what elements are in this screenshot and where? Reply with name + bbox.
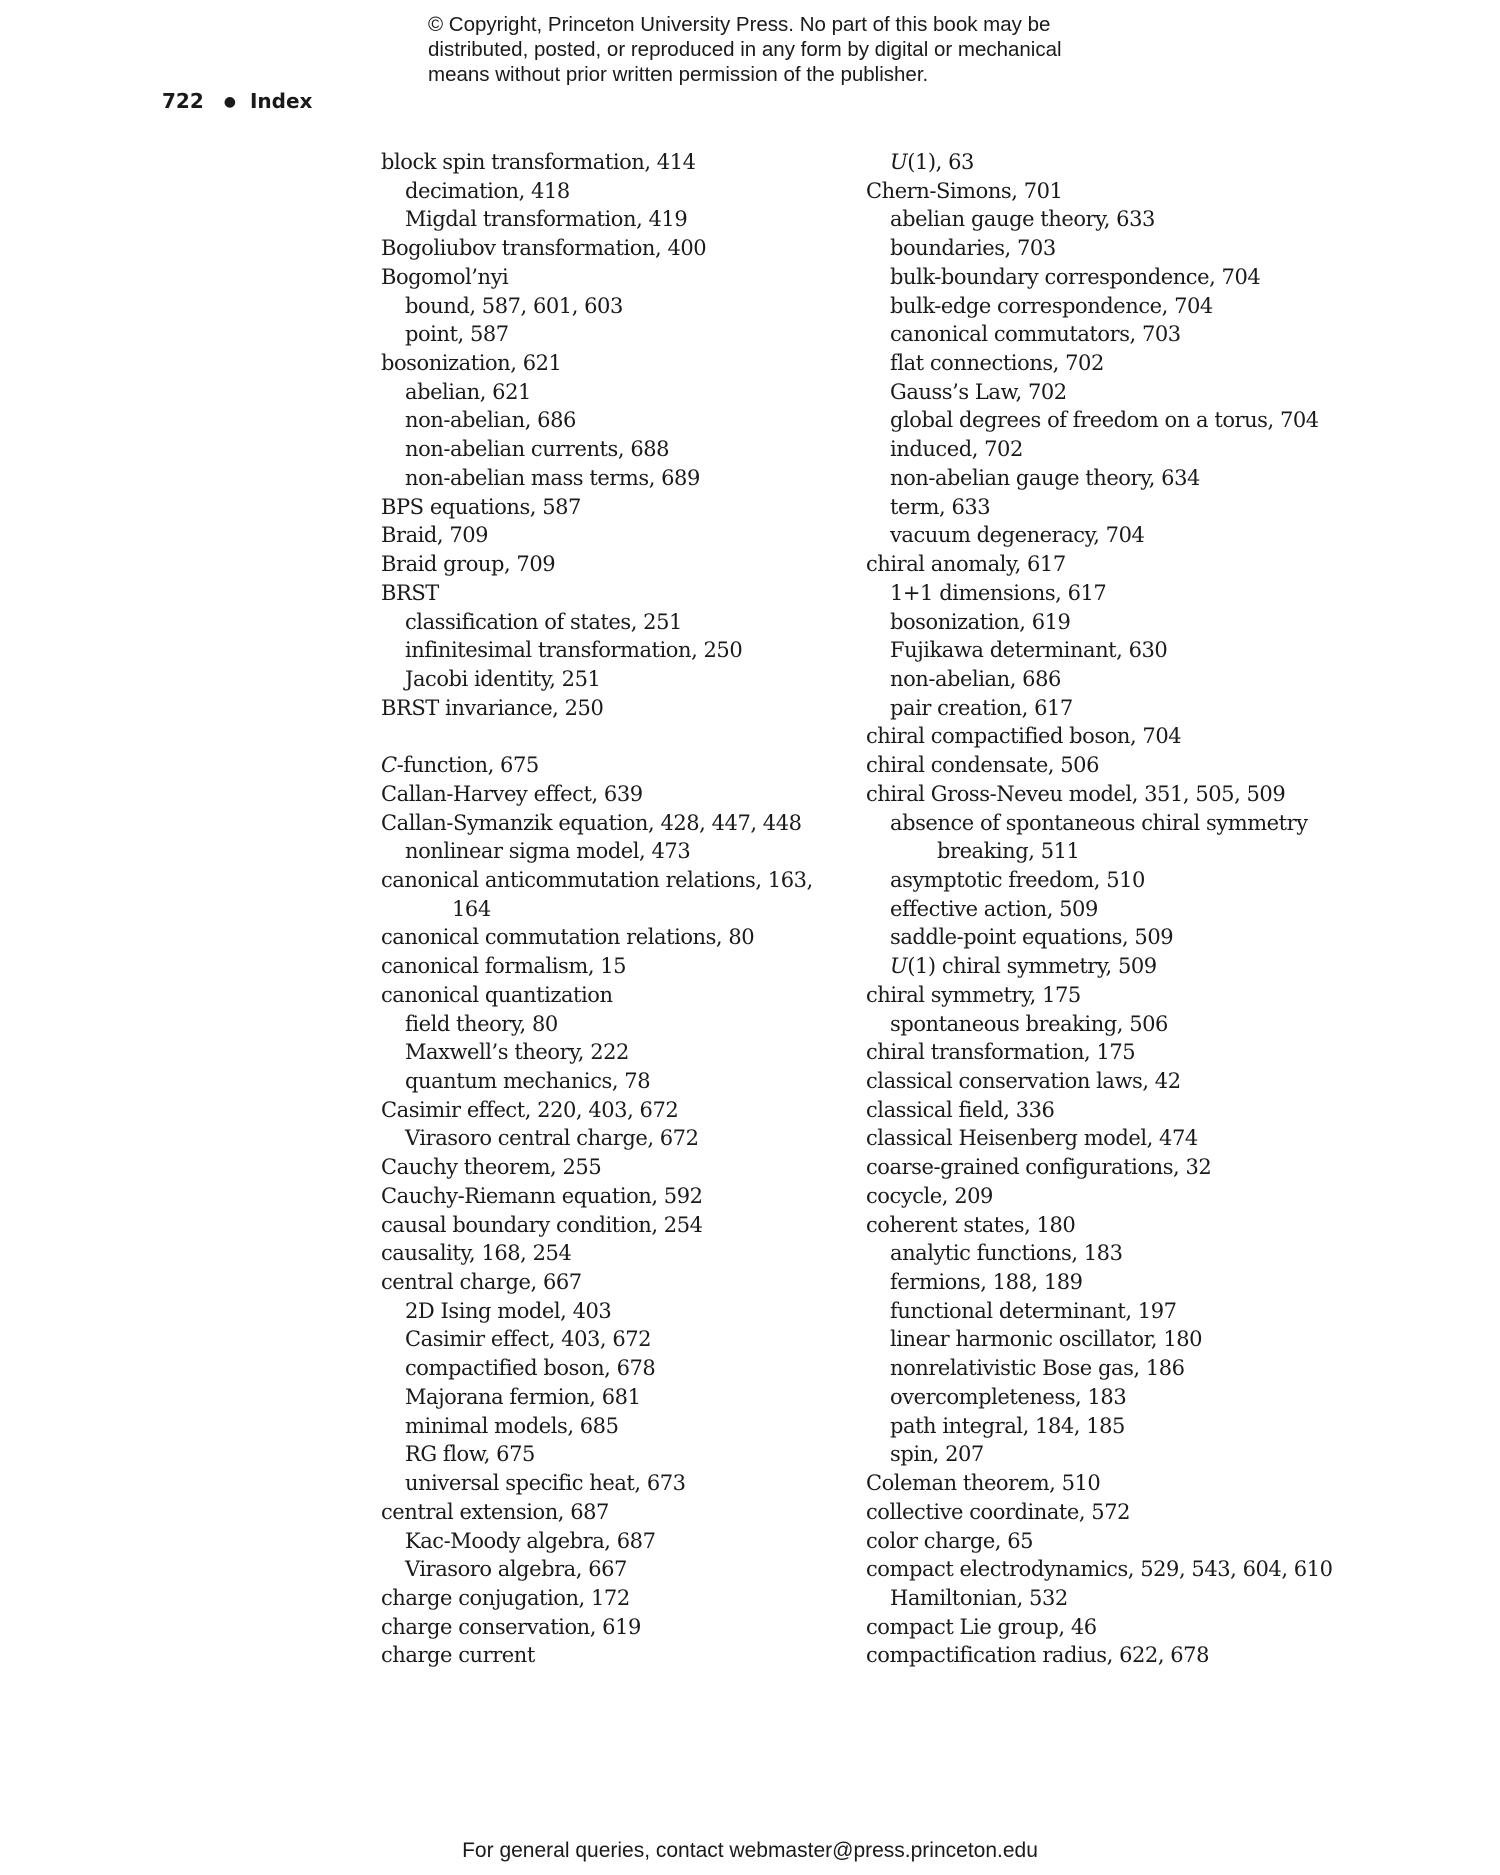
index-entry: Cauchy-Riemann equation, 592 [381,1183,703,1208]
copyright-line: © Copyright, Princeton University Press. No part of this book may be [428,13,1051,36]
page-number: 722 [162,89,204,113]
index-entry: central charge, 667 [381,1270,582,1295]
index-entry: compactification radius, 622, 678 [866,1643,1210,1668]
index-subentry: vacuum degeneracy, 704 [890,523,1145,548]
index-entry: Cauchy theorem, 255 [381,1155,602,1180]
index-subentry: Migdal transformation, 419 [405,207,688,232]
index-subentry: classification of states, 251 [405,609,682,634]
index-subentry: non-abelian, 686 [890,666,1061,691]
index-entry: chiral anomaly, 617 [866,552,1066,577]
index-subentry: minimal models, 685 [405,1413,619,1438]
footer-contact: For general queries, contact webmaster@press.princeton.edu [462,1839,1038,1862]
index-subentry: linear harmonic oscillator, 180 [890,1327,1203,1352]
index-subentry: bulk-boundary correspondence, 704 [890,264,1261,289]
index-subentry: bulk-edge correspondence, 704 [890,293,1213,318]
index-entry: canonical commutation relations, 80 [381,925,755,950]
index-entry: collective coordinate, 572 [866,1499,1131,1524]
bullet-separator: ● [223,94,236,110]
index-gap [381,722,821,751]
index-entry: color charge, 65 [866,1528,1034,1553]
index-subentry: induced, 702 [890,437,1023,462]
index-subentry: Fujikawa determinant, 630 [890,638,1168,663]
index-subentry: nonrelativistic Bose gas, 186 [890,1356,1185,1381]
index-entry: causal boundary condition, 254 [381,1212,703,1237]
index-entry: block spin transformation, 414 [381,150,696,174]
copyright-line: means without prior written permission of the publisher. [428,63,929,86]
index-subentry: term, 633 [890,494,991,519]
index-subentry: saddle-point equations, 509 [890,925,1174,950]
index-entry: coarse-grained configurations, 32 [866,1155,1212,1180]
index-entry: bosonization, 621 [381,351,562,376]
index-entry: BRST [381,580,439,605]
index-entry: Bogomol’nyi [381,264,509,289]
index-subentry: Virasoro central charge, 672 [405,1126,699,1151]
index-subentry: asymptotic freedom, 510 [890,867,1145,892]
index-entry: charge conjugation, 172 [381,1585,630,1610]
index-subentry: boundaries, 703 [890,236,1056,261]
index-continuation: 164 [452,896,491,921]
index-entry: compact Lie group, 46 [866,1614,1097,1639]
index-subentry: flat connections, 702 [890,351,1104,376]
index-subentry: analytic functions, 183 [890,1241,1123,1266]
index-subentry: Majorana fermion, 681 [405,1384,641,1409]
index-entry: C-function, 675 [381,753,539,778]
index-entry: compact electrodynamics, 529, 543, 604, 610 [866,1557,1333,1582]
index-entry: charge conservation, 619 [381,1614,641,1639]
index-entry: Casimir effect, 220, 403, 672 [381,1097,679,1122]
section-title: Index [249,89,313,113]
index-subentry: field theory, 80 [405,1011,558,1036]
index-subentry: 1+1 dimensions, 617 [890,580,1107,605]
index-entry: classical conservation laws, 42 [866,1069,1181,1093]
index-subentry: 2D Ising model, 403 [405,1298,612,1323]
index-subentry: fermions, 188, 189 [890,1270,1083,1295]
index-subentry: non-abelian currents, 688 [405,437,670,462]
index-subentry: compactified boson, 678 [405,1356,656,1381]
index-entry: Chern-Simons, 701 [866,178,1063,203]
index-subentry: pair creation, 617 [890,695,1073,720]
index-entry: chiral compactified boson, 704 [866,724,1182,749]
index-entry: Bogoliubov transformation, 400 [381,236,707,261]
index-subentry: abelian gauge theory, 633 [890,207,1155,232]
index-subentry: Kac-Moody algebra, 687 [405,1528,656,1553]
index-subentry: non-abelian, 686 [405,408,576,433]
index-column-left [381,148,821,1670]
index-entry: Braid group, 709 [381,552,556,577]
index-subentry: functional determinant, 197 [890,1298,1177,1323]
running-head [162,88,312,115]
copyright-notice [428,12,1108,87]
index-entry: causality, 168, 254 [381,1241,572,1266]
index-entry: BPS equations, 587 [381,494,581,519]
index-subentry: overcompleteness, 183 [890,1384,1127,1409]
copyright-line: distributed, posted, or reproduced in any form by digital or mechanical [428,38,1062,61]
index-entry: central extension, 687 [381,1499,609,1524]
index-entry: chiral Gross-Neveu model, 351, 505, 509 [866,781,1286,806]
index-entry: canonical anticommutation relations, 163, [381,867,813,892]
index-subentry: non-abelian mass terms, 689 [405,465,700,490]
index-subentry: U(1) chiral symmetry, 509 [890,954,1157,979]
index-entry: cocycle, 209 [866,1183,993,1208]
index-subentry: Casimir effect, 403, 672 [405,1327,652,1352]
index-entry: Braid, 709 [381,523,489,548]
index-subentry: Maxwell’s theory, 222 [405,1040,629,1065]
index-entry: Coleman theorem, 510 [866,1471,1101,1496]
index-subentry: Jacobi identity, 251 [405,666,601,691]
index-continuation: breaking, 511 [937,839,1080,864]
index-subentry: path integral, 184, 185 [890,1413,1125,1438]
index-entry: canonical quantization [381,982,613,1007]
index-subentry: Hamiltonian, 532 [890,1585,1068,1610]
index-subentry: decimation, 418 [405,178,570,203]
index-subentry: Virasoro algebra, 667 [405,1557,627,1582]
index-subentry: quantum mechanics, 78 [405,1069,651,1093]
index-subentry: spontaneous breaking, 506 [890,1011,1168,1036]
index-entry: charge current [381,1643,535,1668]
index-subentry: effective action, 509 [890,896,1098,921]
index-entry: chiral condensate, 506 [866,753,1099,778]
index-entry: canonical formalism, 15 [381,954,627,979]
index-subentry: spin, 207 [890,1442,984,1467]
index-entry: classical field, 336 [866,1097,1055,1122]
index-subentry: bound, 587, 601, 603 [405,293,623,318]
index-entry: coherent states, 180 [866,1212,1076,1237]
index-subentry: universal specific heat, 673 [405,1471,686,1496]
index-entry: chiral symmetry, 175 [866,982,1081,1007]
index-subentry: U(1), 63 [890,150,974,174]
index-entry: chiral transformation, 175 [866,1040,1136,1065]
index-subentry: nonlinear sigma model, 473 [405,839,691,864]
index-subentry: infinitesimal transformation, 250 [405,638,743,663]
index-subentry: RG flow, 675 [405,1442,535,1467]
index-column-right [866,148,1333,1670]
index-entry: Callan-Symanzik equation, 428, 447, 448 [381,810,802,835]
index-subentry: absence of spontaneous chiral symmetry [890,810,1308,835]
index-subentry: Gauss’s Law, 702 [890,379,1067,404]
index-entry: Callan-Harvey effect, 639 [381,781,643,806]
index-entry: classical Heisenberg model, 474 [866,1126,1198,1151]
index-subentry: non-abelian gauge theory, 634 [890,465,1200,490]
index-entry: BRST invariance, 250 [381,695,604,720]
index-subentry: global degrees of freedom on a torus, 704 [890,408,1319,433]
index-subentry: abelian, 621 [405,379,531,404]
index-subentry: point, 587 [405,322,509,347]
index-subentry: bosonization, 619 [890,609,1071,634]
index-subentry: canonical commutators, 703 [890,322,1181,347]
